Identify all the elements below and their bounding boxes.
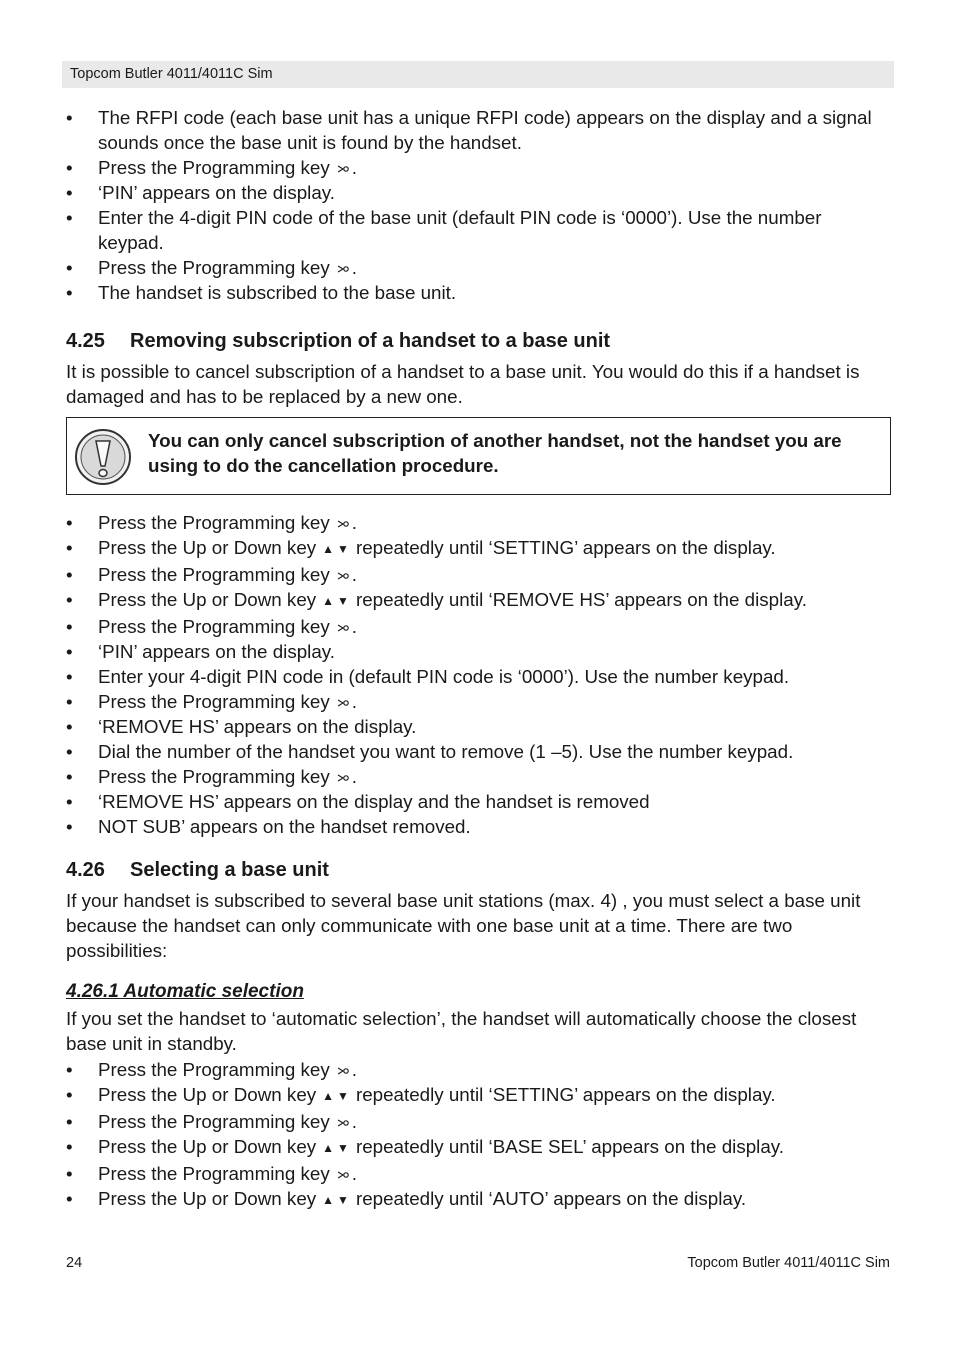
list-item: • Dial the number of the handset you want to remove (1 –5). Use the number keypad. <box>66 741 794 762</box>
section-4-26-intro: If your handset is subscribed to several base unit stations (max. 4) , you must select a base unit because the handset can only communicate with one base unit at a time. There are two possibilities: <box>66 890 861 961</box>
list-item: • Press the Programming key . <box>66 1059 357 1080</box>
programming-key-icon <box>336 569 350 583</box>
subsection-4-26-1-intro: If you set the handset to ‘automatic selection’, the handset will automatically choose the closest base unit in standby. <box>66 1008 857 1054</box>
list-subscribe-steps <box>66 105 892 305</box>
list-item: • ‘REMOVE HS’ appears on the display and the handset is removed <box>66 791 650 812</box>
programming-key-icon <box>336 696 350 710</box>
list-item: • Press the Programming key . <box>66 512 357 533</box>
list-item: • Press the Programming key . <box>66 766 357 787</box>
programming-key-icon <box>336 621 350 635</box>
list-item: • Press the Up or Down key ▲▼ repeatedly until ‘BASE SEL’ appears on the display. <box>66 1134 892 1161</box>
section-title: Selecting a base unit <box>130 859 329 881</box>
list-item: • Press the Programming key . <box>66 157 357 178</box>
list-auto-select-steps <box>66 1057 892 1213</box>
section-4-25-intro: It is possible to cancel subscription of a handset to a base unit. You would do this if a handset is damaged and has to be replaced by a new one. <box>66 361 860 407</box>
list-item: • Press the Up or Down key ▲▼ repeatedly until ‘SETTING’ appears on the display. <box>66 535 892 562</box>
programming-key-icon <box>336 517 350 531</box>
list-item: • Press the Programming key . <box>66 257 357 278</box>
header-bar <box>62 61 894 88</box>
section-number: 4.26 <box>66 859 105 881</box>
up-down-key-icon: ▲▼ <box>322 542 352 556</box>
up-down-key-icon: ▲▼ <box>322 1141 352 1155</box>
list-item: • ‘PIN’ appears on the display. <box>66 182 335 203</box>
programming-key-icon <box>336 1168 350 1182</box>
programming-key-icon <box>336 262 350 276</box>
programming-key-icon <box>336 771 350 785</box>
exclamation-icon <box>74 428 132 486</box>
list-remove-steps <box>66 510 892 839</box>
programming-key-icon <box>336 1064 350 1078</box>
section-title: Removing subscription of a handset to a base unit <box>130 330 611 352</box>
list-item: • Press the Programming key . <box>66 1163 357 1184</box>
list-item: • ‘PIN’ appears on the display. <box>66 641 335 662</box>
subsection-4-26-1-heading: 4.26.1 Automatic selection <box>66 981 304 1002</box>
list-item: • Enter the 4-digit PIN code of the base unit (default PIN code is ‘0000’). Use the number keypad. <box>66 207 822 253</box>
programming-key-icon <box>336 162 350 176</box>
list-item: • ‘REMOVE HS’ appears on the display. <box>66 716 417 737</box>
list-item: • Press the Up or Down key ▲▼ repeatedly until ‘SETTING’ appears on the display. <box>66 1082 892 1109</box>
list-item: • Press the Up or Down key ▲▼ repeatedly until ‘AUTO’ appears on the display. <box>66 1186 892 1213</box>
section-4-25-heading <box>66 328 892 354</box>
list-item: • Press the Programming key . <box>66 616 357 637</box>
list-item: • The handset is subscribed to the base unit. <box>66 282 457 303</box>
list-item: • Press the Up or Down key ▲▼ repeatedly until ‘REMOVE HS’ appears on the display. <box>66 587 892 614</box>
up-down-key-icon: ▲▼ <box>322 1193 352 1207</box>
up-down-key-icon: ▲▼ <box>322 1089 352 1103</box>
section-4-26-heading <box>66 857 892 883</box>
page-number: 24 <box>66 1255 83 1271</box>
list-item: • Press the Programming key . <box>66 564 357 585</box>
list-item: • Enter your 4-digit PIN code in (default PIN code is ‘0000’). Use the number keypad. <box>66 666 790 687</box>
list-item: • Press the Programming key . <box>66 1111 357 1132</box>
list-item: • NOT SUB’ appears on the handset removed. <box>66 816 471 837</box>
note-box <box>66 417 891 495</box>
list-item: • Press the Programming key . <box>66 691 357 712</box>
list-item: • The RFPI code (each base unit has a unique RFPI code) appears on the display and a signal sounds once the base unit is found by the handset. <box>66 107 872 153</box>
up-down-key-icon: ▲▼ <box>322 594 352 608</box>
footer-title: Topcom Butler 4011/4011C Sim <box>687 1255 890 1271</box>
section-number: 4.25 <box>66 330 105 352</box>
header-title: Topcom Butler 4011/4011C Sim <box>70 66 273 82</box>
programming-key-icon <box>336 1116 350 1130</box>
note-text: You can only cancel subscription of another handset, not the handset you are using to do the cancellation procedure. <box>148 430 842 476</box>
